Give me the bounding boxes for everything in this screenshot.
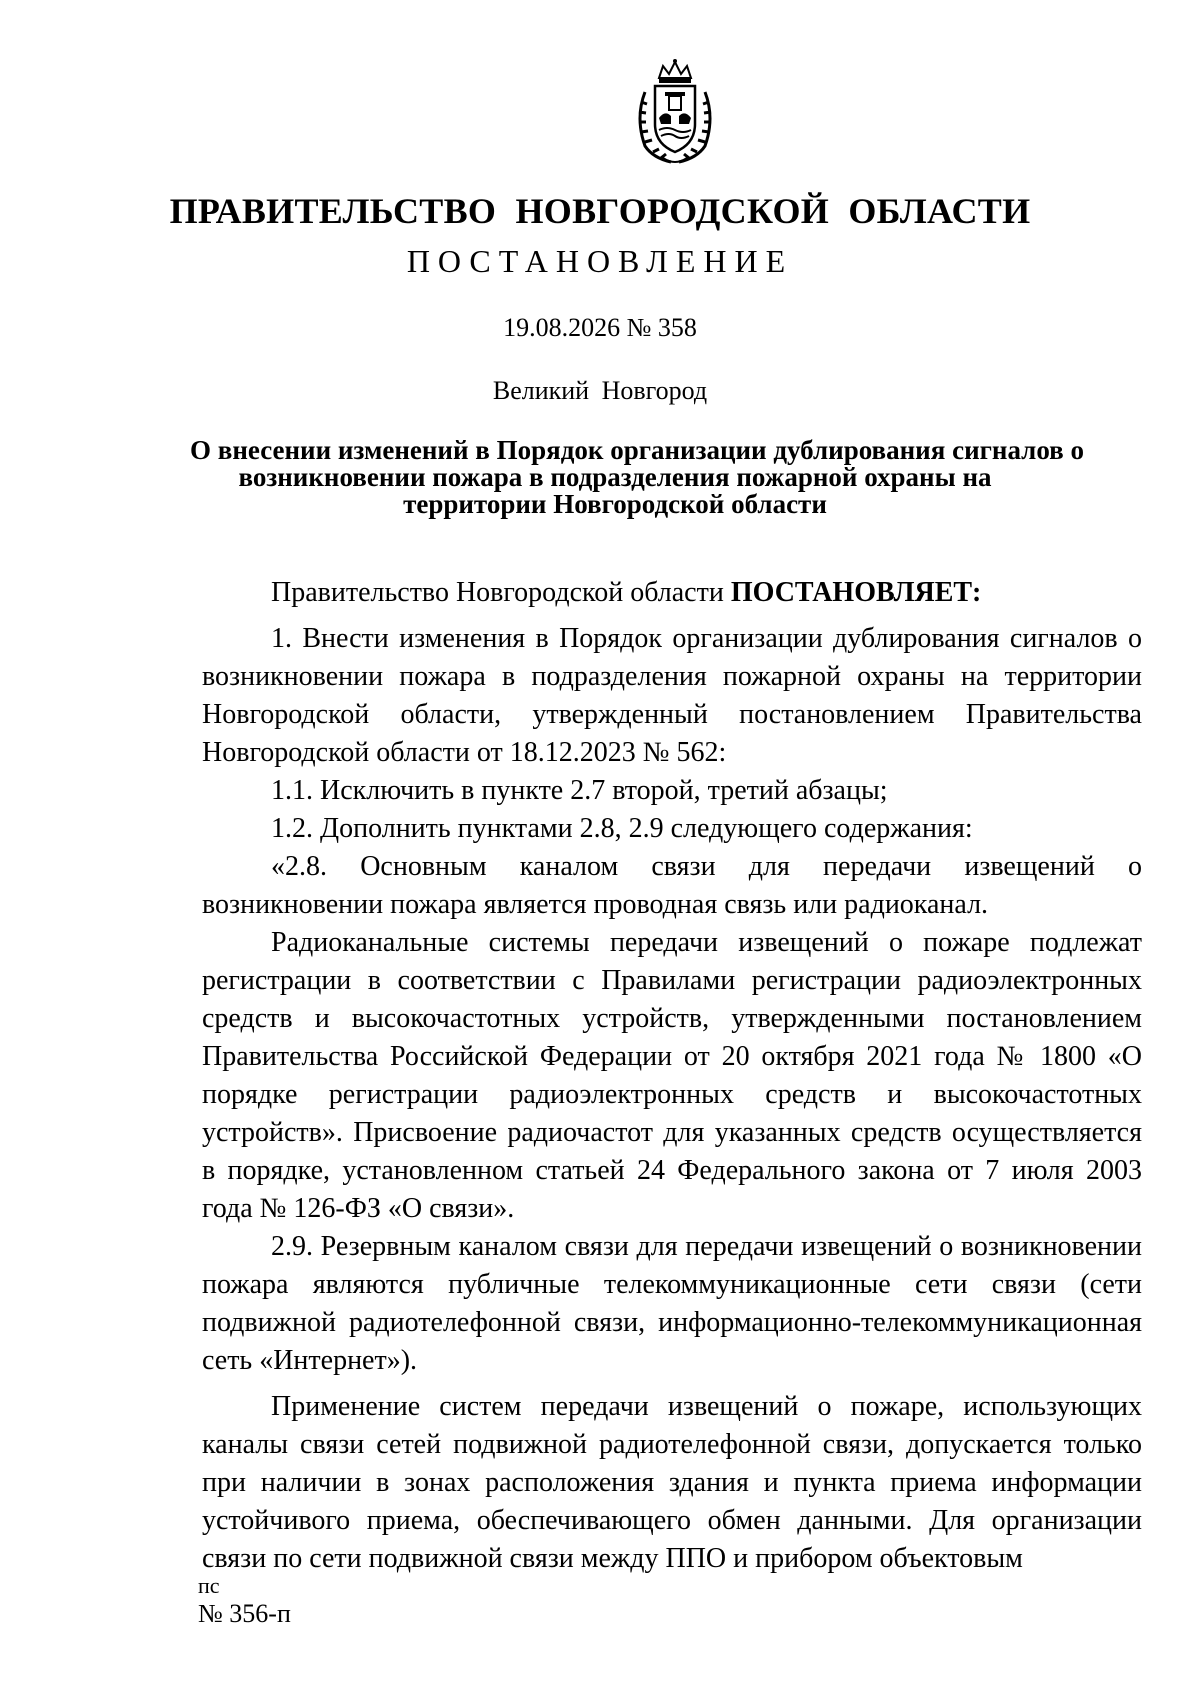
coat-of-arms-icon	[631, 58, 719, 168]
body-paragraph: «2.8. Основным каналом связи для передачи извещений о возникновении пожара является проводная связь или радиоканал.	[202, 851, 1142, 920]
body-paragraph: Применение систем передачи извещений о пожаре, использующих каналы связи сетей подвижной радиотелефонной связи, допускается только при наличии в зонах расположения здания и пункта приема информации устойчивого приема, обеспечивающего обмен данными. Для организации связи по сети подвижной связи между ППО и прибором объектовым	[202, 1391, 1142, 1574]
reference-number: № 356-п	[198, 1599, 291, 1628]
author-initials: пс	[198, 1573, 220, 1598]
document-footer	[198, 1572, 291, 1628]
organization-title: ПРАВИТЕЛЬСТВО НОВГОРОДСКОЙ ОБЛАСТИ	[169, 191, 1031, 231]
resolution-intro	[202, 574, 1142, 612]
subject-line: территории Новгородской области	[403, 489, 827, 519]
intro-text: Правительство Новгородской области	[271, 577, 731, 608]
subject-line: возникновении пожара в подразделения пожарной охраны на	[238, 462, 992, 492]
body-paragraph: 1. Внести изменения в Порядок организации дублирования сигналов о возникновении пожара в подразделения пожарной охраны на территории Новгородской области, утвержденный постановлением Правительства Новгородской области от 18.12.2023 № 562:	[202, 623, 1142, 768]
document-date-number: 19.08.2026 № 358	[503, 313, 697, 342]
body-paragraph: 1.1. Исключить в пункте 2.7 второй, третий абзацы;	[271, 775, 888, 806]
document-type: ПОСТАНОВЛЕНИЕ	[406, 243, 794, 279]
body-paragraph: Радиоканальные системы передачи извещений о пожаре подлежат регистрации в соответствии с Правилами регистрации радиоэлектронных средств и высокочастотных устройств, утвержденными постановлением Правительства Российской Федерации от 20 октября 2021 года № 1800 «О порядке регистрации радиоэлектронных средств и высокочастотных устройств». Присвоение радиочастот для указанных средств осуществляется в порядке, установленном статьей 24 Федерального закона от 7 июля 2003 года № 126-ФЗ «О связи».	[202, 927, 1142, 1224]
body-paragraph: 1.2. Дополнить пунктами 2.8, 2.9 следующего содержания:	[271, 813, 973, 844]
document-body	[202, 574, 1142, 1578]
subject-line: О внесении изменений в Порядок организации дублирования сигналов о	[190, 435, 1084, 465]
body-paragraph: 2.9. Резервным каналом связи для передачи извещений о возникновении пожара являются публичные телекоммуникационные сети связи (сети подвижной радиотелефонной связи, информационно-телекоммуникационная сеть «Интернет»).	[202, 1231, 1142, 1376]
intro-keyword: ПОСТАНОВЛЯЕТ:	[730, 577, 982, 608]
document-subject	[190, 435, 1084, 519]
document-city: Великий Новгород	[492, 376, 708, 405]
